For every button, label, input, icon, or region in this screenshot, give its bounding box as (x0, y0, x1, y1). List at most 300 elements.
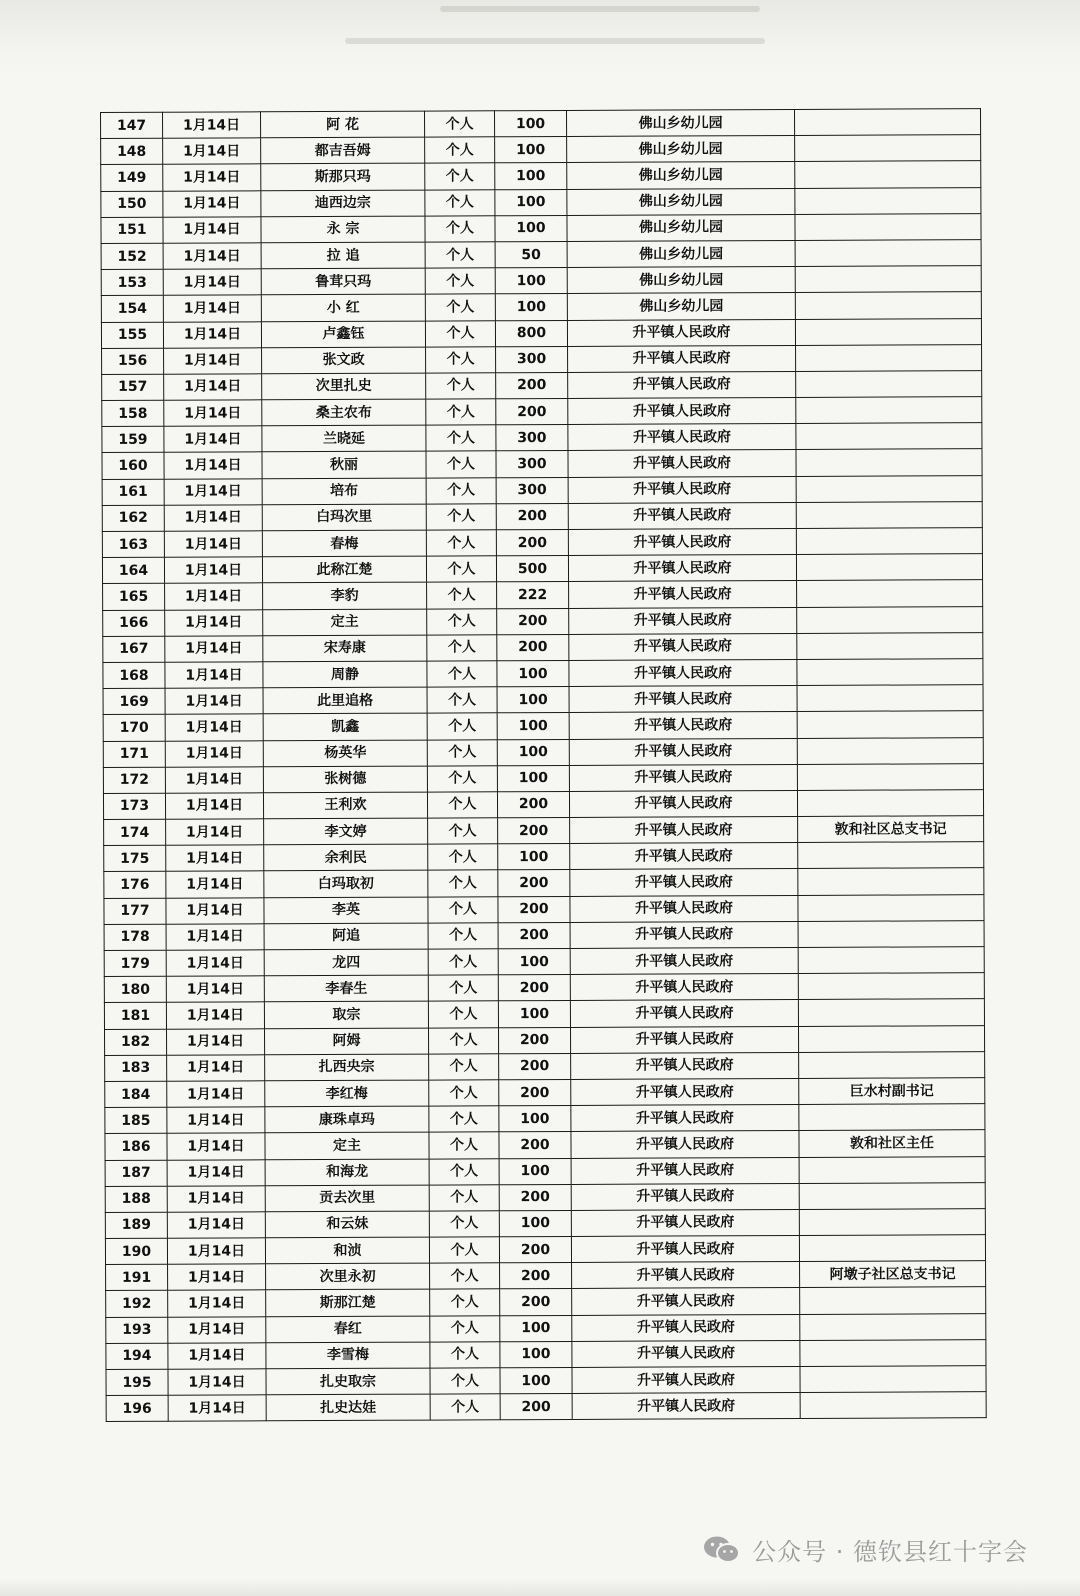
table-row (103, 737, 983, 767)
table-row (106, 1313, 986, 1343)
remarks (796, 423, 982, 450)
row-number: 195 (106, 1369, 168, 1395)
donation-amount: 300 (496, 425, 568, 452)
table-row (104, 868, 984, 898)
row-number: 160 (102, 453, 164, 479)
remarks (799, 1051, 985, 1078)
remarks (799, 1209, 985, 1236)
donation-date: 1月14日 (166, 976, 264, 1003)
remarks (797, 685, 983, 712)
row-number: 155 (101, 322, 163, 348)
remarks (799, 1156, 985, 1183)
remarks: 敦和社区主任 (799, 1130, 985, 1157)
donation-date: 1月14日 (167, 1159, 265, 1186)
donor-unit: 升平镇人民政府 (570, 1000, 798, 1027)
donation-amount: 200 (497, 791, 569, 818)
table-row (101, 187, 981, 217)
donation-date: 1月14日 (167, 1212, 265, 1239)
donor-type: 个人 (427, 582, 497, 608)
donor-type: 个人 (430, 1394, 500, 1420)
donor-name: 兰晓延 (262, 425, 426, 452)
table-row (101, 109, 981, 139)
table-row (106, 1392, 986, 1422)
remarks (798, 947, 984, 974)
donor-unit: 升平镇人民政府 (570, 1026, 798, 1053)
donation-date: 1月14日 (164, 452, 262, 479)
donor-type: 个人 (427, 792, 497, 818)
donation-date: 1月14日 (166, 897, 264, 924)
donor-name: 白玛次里 (262, 504, 426, 531)
donor-name: 春红 (266, 1316, 430, 1343)
row-number: 148 (101, 138, 163, 164)
donation-amount: 200 (498, 1027, 570, 1054)
row-number: 164 (102, 557, 164, 583)
table-row (104, 894, 984, 924)
donor-type: 个人 (428, 870, 498, 896)
row-number: 157 (102, 374, 164, 400)
donor-unit: 升平镇人民政府 (568, 424, 796, 451)
donor-unit: 升平镇人民政府 (571, 1157, 799, 1184)
donation-date: 1月14日 (167, 1107, 265, 1134)
donation-date: 1月14日 (165, 714, 263, 741)
table-row (103, 632, 983, 662)
table-row (102, 449, 982, 479)
donation-amount: 100 (500, 1341, 572, 1368)
donor-unit: 升平镇人民政府 (567, 319, 795, 346)
donation-amount: 100 (499, 1210, 571, 1237)
donor-name: 培布 (262, 478, 426, 505)
donor-name: 斯那江楚 (266, 1290, 430, 1317)
donor-unit: 佛山乡幼儿园 (567, 188, 795, 215)
donation-date: 1月14日 (166, 950, 264, 977)
row-number: 181 (104, 1003, 166, 1029)
donation-date: 1月14日 (167, 1028, 265, 1055)
donor-type: 个人 (428, 975, 498, 1001)
remarks (798, 842, 984, 869)
donation-table (100, 108, 987, 1422)
donor-name: 杨英华 (263, 740, 427, 767)
donor-type: 个人 (430, 1368, 500, 1394)
donation-amount: 200 (499, 1053, 571, 1080)
donor-name: 和浈 (265, 1237, 429, 1264)
remarks (799, 1182, 985, 1209)
row-number: 163 (102, 531, 164, 557)
donor-name: 此称江楚 (262, 556, 426, 583)
donor-type: 个人 (427, 713, 497, 739)
donor-type: 个人 (425, 216, 495, 242)
donation-amount: 222 (497, 582, 569, 609)
donor-name: 李春生 (264, 975, 428, 1002)
row-number: 165 (103, 584, 165, 610)
table-row (103, 685, 983, 715)
donor-unit: 升平镇人民政府 (569, 581, 797, 608)
table-row (101, 240, 981, 270)
donor-unit: 升平镇人民政府 (572, 1314, 800, 1341)
donation-date: 1月14日 (163, 269, 261, 296)
donation-date: 1月14日 (165, 793, 263, 820)
row-number: 191 (106, 1264, 168, 1290)
remarks (800, 1313, 986, 1340)
donation-date: 1月14日 (165, 583, 263, 610)
remarks: 阿墩子社区总支书记 (800, 1261, 986, 1288)
donation-amount: 100 (498, 844, 570, 871)
row-number: 182 (105, 1029, 167, 1055)
donation-date: 1月14日 (167, 1238, 265, 1265)
donor-type: 个人 (427, 765, 497, 791)
donation-amount: 100 (495, 137, 567, 164)
donor-name: 龙四 (264, 949, 428, 976)
donor-unit: 升平镇人民政府 (569, 659, 797, 686)
donor-name: 康珠卓玛 (265, 1106, 429, 1133)
donor-unit: 升平镇人民政府 (570, 974, 798, 1001)
donation-amount: 300 (496, 346, 568, 373)
donor-unit: 升平镇人民政府 (571, 1183, 799, 1210)
donation-date: 1月14日 (165, 766, 263, 793)
donor-unit: 升平镇人民政府 (569, 633, 797, 660)
remarks (799, 1104, 985, 1131)
donation-amount: 100 (499, 1106, 571, 1133)
donation-date: 1月14日 (165, 636, 263, 663)
row-number: 187 (105, 1160, 167, 1186)
donation-date: 1月14日 (168, 1316, 266, 1343)
table-row (105, 1104, 985, 1134)
donation-amount: 500 (496, 556, 568, 583)
donor-name: 次里永初 (266, 1263, 430, 1290)
donation-date: 1月14日 (168, 1264, 266, 1291)
donor-unit: 佛山乡幼儿园 (567, 136, 795, 163)
donor-type: 个人 (429, 1237, 499, 1263)
remarks (796, 397, 982, 424)
table-row (105, 1182, 985, 1212)
remarks (798, 999, 984, 1026)
donation-amount: 800 (495, 320, 567, 347)
donor-type: 个人 (428, 818, 498, 844)
donor-type: 个人 (426, 373, 496, 399)
donation-amount: 100 (497, 765, 569, 792)
watermark (702, 1532, 1028, 1567)
donor-type: 个人 (425, 268, 495, 294)
donation-amount: 100 (497, 713, 569, 740)
row-number: 166 (103, 610, 165, 636)
donor-unit: 升平镇人民政府 (571, 1209, 799, 1236)
donation-amount: 300 (496, 477, 568, 504)
donor-unit: 升平镇人民政府 (568, 528, 796, 555)
donor-unit: 佛山乡幼儿园 (567, 162, 795, 189)
donor-name: 春梅 (262, 530, 426, 557)
table-row (101, 135, 981, 165)
donation-amount: 50 (495, 241, 567, 268)
row-number: 184 (105, 1081, 167, 1107)
donor-unit: 升平镇人民政府 (572, 1393, 800, 1420)
remarks (794, 109, 980, 136)
remarks (800, 1287, 986, 1314)
remarks (795, 292, 981, 319)
table-row (102, 423, 982, 453)
donation-date: 1月14日 (165, 740, 263, 767)
donation-amount: 200 (498, 870, 570, 897)
table-row (102, 528, 982, 558)
row-number: 162 (102, 505, 164, 531)
remarks (796, 344, 982, 371)
remarks (800, 1339, 986, 1366)
watermark-text: 公众号 · 德钦县红十字会 (752, 1538, 1028, 1566)
donation-amount: 200 (500, 1394, 572, 1421)
remarks (795, 240, 981, 267)
table-row (106, 1339, 986, 1369)
donor-name: 李雪梅 (266, 1342, 430, 1369)
row-number: 153 (101, 269, 163, 295)
remarks (796, 501, 982, 528)
donor-unit: 升平镇人民政府 (568, 555, 796, 582)
row-number: 169 (103, 688, 165, 714)
donation-date: 1月14日 (167, 1055, 265, 1082)
donor-unit: 升平镇人民政府 (569, 764, 797, 791)
donor-type: 个人 (425, 294, 495, 320)
donor-name: 凯鑫 (263, 713, 427, 740)
donor-unit: 升平镇人民政府 (571, 1078, 799, 1105)
row-number: 149 (101, 165, 163, 191)
donation-amount: 200 (496, 399, 568, 426)
donor-type: 个人 (425, 189, 495, 215)
donor-unit: 佛山乡幼儿园 (567, 293, 795, 320)
donation-amount: 100 (495, 163, 567, 190)
donor-unit: 升平镇人民政府 (570, 921, 798, 948)
donor-name: 扎史取宗 (266, 1368, 430, 1395)
table-row (105, 1209, 985, 1239)
donor-type: 个人 (428, 923, 498, 949)
remarks (795, 318, 981, 345)
row-number: 177 (104, 898, 166, 924)
donor-name: 拉 追 (261, 242, 425, 269)
donation-amount: 100 (498, 1001, 570, 1028)
donor-type: 个人 (426, 451, 496, 477)
donation-date: 1月14日 (164, 400, 262, 427)
table-row (105, 1156, 985, 1186)
donor-unit: 升平镇人民政府 (569, 790, 797, 817)
donor-type: 个人 (430, 1315, 500, 1341)
row-number: 176 (104, 872, 166, 898)
table-row (104, 947, 984, 977)
donation-date: 1月14日 (164, 505, 262, 532)
donor-name: 鲁茸只玛 (261, 268, 425, 295)
row-number: 159 (102, 426, 164, 452)
donor-name: 定主 (263, 609, 427, 636)
donor-name: 李豹 (263, 582, 427, 609)
remarks: 巨水村副书记 (799, 1078, 985, 1105)
donor-type: 个人 (430, 1342, 500, 1368)
donor-unit: 佛山乡幼儿园 (567, 267, 795, 294)
donor-type: 个人 (429, 1132, 499, 1158)
remarks (797, 659, 983, 686)
donor-name: 扎史达娃 (266, 1394, 430, 1421)
table-row (102, 397, 982, 427)
wechat-icon (702, 1534, 742, 1566)
donor-type: 个人 (427, 608, 497, 634)
row-number: 178 (104, 924, 166, 950)
donor-unit: 升平镇人民政府 (570, 895, 798, 922)
table-body (101, 109, 987, 1422)
donor-type: 个人 (429, 1080, 499, 1106)
donation-amount: 100 (495, 294, 567, 321)
donor-name: 小 红 (261, 294, 425, 321)
row-number: 173 (103, 793, 165, 819)
donation-amount: 100 (500, 1315, 572, 1342)
donation-date: 1月14日 (163, 138, 261, 165)
table-row (105, 1235, 985, 1265)
donation-date: 1月14日 (168, 1369, 266, 1396)
table-row (101, 161, 981, 191)
donor-type: 个人 (426, 399, 496, 425)
donation-amount: 100 (499, 1158, 571, 1185)
donation-amount: 200 (500, 1289, 572, 1316)
row-number: 196 (106, 1395, 168, 1421)
row-number: 170 (103, 715, 165, 741)
donation-date: 1月14日 (165, 609, 263, 636)
donation-amount: 100 (497, 739, 569, 766)
donor-name: 阿 花 (261, 111, 425, 138)
row-number: 179 (104, 950, 166, 976)
row-number: 193 (106, 1317, 168, 1343)
donation-amount: 200 (498, 975, 570, 1002)
donor-unit: 升平镇人民政府 (570, 869, 798, 896)
donation-amount: 200 (498, 922, 570, 949)
donation-date: 1月14日 (164, 531, 262, 558)
donor-type: 个人 (426, 477, 496, 503)
donor-name: 王利欢 (263, 792, 427, 819)
donation-date: 1月14日 (164, 426, 262, 453)
donor-type: 个人 (430, 1289, 500, 1315)
donor-name: 白玛取初 (264, 871, 428, 898)
donation-amount: 100 (494, 110, 566, 137)
donation-date: 1月14日 (163, 243, 261, 270)
row-number: 185 (105, 1107, 167, 1133)
remarks (797, 580, 983, 607)
donor-name: 李红梅 (265, 1080, 429, 1107)
donor-name: 扎西央宗 (265, 1054, 429, 1081)
donation-amount: 100 (500, 1367, 572, 1394)
donor-unit: 升平镇人民政府 (572, 1262, 800, 1289)
donation-amount: 100 (497, 660, 569, 687)
donor-unit: 佛山乡幼儿园 (567, 214, 795, 241)
table-row (105, 1025, 985, 1055)
donor-unit: 升平镇人民政府 (569, 738, 797, 765)
donor-type: 个人 (429, 1211, 499, 1237)
donor-type: 个人 (426, 504, 496, 530)
donor-name: 李文婷 (264, 818, 428, 845)
row-number: 147 (101, 112, 163, 138)
donation-date: 1月14日 (168, 1343, 266, 1370)
row-number: 180 (104, 976, 166, 1002)
remarks (796, 371, 982, 398)
row-number: 168 (103, 662, 165, 688)
donation-date: 1月14日 (163, 112, 261, 139)
row-number: 150 (101, 191, 163, 217)
donation-date: 1月14日 (167, 1185, 265, 1212)
table-row (102, 344, 982, 374)
remarks (795, 135, 981, 162)
table-row (103, 790, 983, 820)
remarks (795, 266, 981, 293)
table-row (104, 973, 984, 1003)
donor-name: 和云妹 (265, 1211, 429, 1238)
row-number: 175 (104, 845, 166, 871)
donation-date: 1月14日 (163, 321, 261, 348)
donation-date: 1月14日 (163, 164, 261, 191)
donor-name: 卢鑫钰 (261, 321, 425, 348)
table-row (101, 213, 981, 243)
donor-name: 阿姆 (264, 1028, 428, 1055)
donor-unit: 升平镇人民政府 (569, 686, 797, 713)
table-row (103, 763, 983, 793)
donor-type: 个人 (428, 844, 498, 870)
donor-type: 个人 (426, 556, 496, 582)
donor-unit: 升平镇人民政府 (571, 1052, 799, 1079)
donation-date: 1月14日 (163, 295, 261, 322)
bleed-through-line (440, 6, 760, 12)
donation-amount: 200 (498, 896, 570, 923)
table-row (106, 1261, 986, 1291)
donation-date: 1月14日 (165, 688, 263, 715)
donation-date: 1月14日 (167, 1081, 265, 1108)
donor-type: 个人 (428, 1001, 498, 1027)
donation-date: 1月14日 (166, 845, 264, 872)
table-row (105, 1078, 985, 1108)
donor-type: 个人 (428, 949, 498, 975)
remarks (795, 161, 981, 188)
table-row (105, 1130, 985, 1160)
donation-amount: 100 (498, 948, 570, 975)
donor-type: 个人 (426, 346, 496, 372)
donor-name: 阿追 (264, 923, 428, 950)
donor-unit: 升平镇人民政府 (571, 1131, 799, 1158)
donor-unit: 升平镇人民政府 (571, 1105, 799, 1132)
donor-type: 个人 (425, 137, 495, 163)
table-row (104, 999, 984, 1029)
donation-date: 1月14日 (163, 190, 261, 217)
donation-amount: 200 (500, 1263, 572, 1290)
donation-date: 1月14日 (167, 1133, 265, 1160)
row-number: 188 (105, 1186, 167, 1212)
donation-date: 1月14日 (168, 1395, 266, 1422)
donation-amount: 200 (499, 1184, 571, 1211)
table-row (101, 292, 981, 322)
table-row (102, 371, 982, 401)
remarks (797, 711, 983, 738)
remarks (798, 894, 984, 921)
donation-date: 1月14日 (166, 1002, 264, 1029)
row-number: 161 (102, 479, 164, 505)
donation-amount: 200 (499, 1132, 571, 1159)
remarks (800, 1366, 986, 1393)
donor-name: 张文政 (262, 347, 426, 374)
donor-unit: 升平镇人民政府 (570, 817, 798, 844)
donor-name: 李英 (264, 897, 428, 924)
donor-unit: 升平镇人民政府 (570, 843, 798, 870)
donor-name: 此里追格 (263, 687, 427, 714)
donor-unit: 升平镇人民政府 (569, 712, 797, 739)
row-number: 194 (106, 1343, 168, 1369)
table-row (105, 1051, 985, 1081)
donor-name: 秋丽 (262, 452, 426, 479)
donor-name: 迪西边宗 (261, 190, 425, 217)
remarks (798, 868, 984, 895)
donor-type: 个人 (428, 1027, 498, 1053)
donor-unit: 升平镇人民政府 (569, 607, 797, 634)
table-row (102, 475, 982, 505)
row-number: 156 (102, 348, 164, 374)
remarks (796, 449, 982, 476)
donation-amount: 200 (498, 818, 570, 845)
